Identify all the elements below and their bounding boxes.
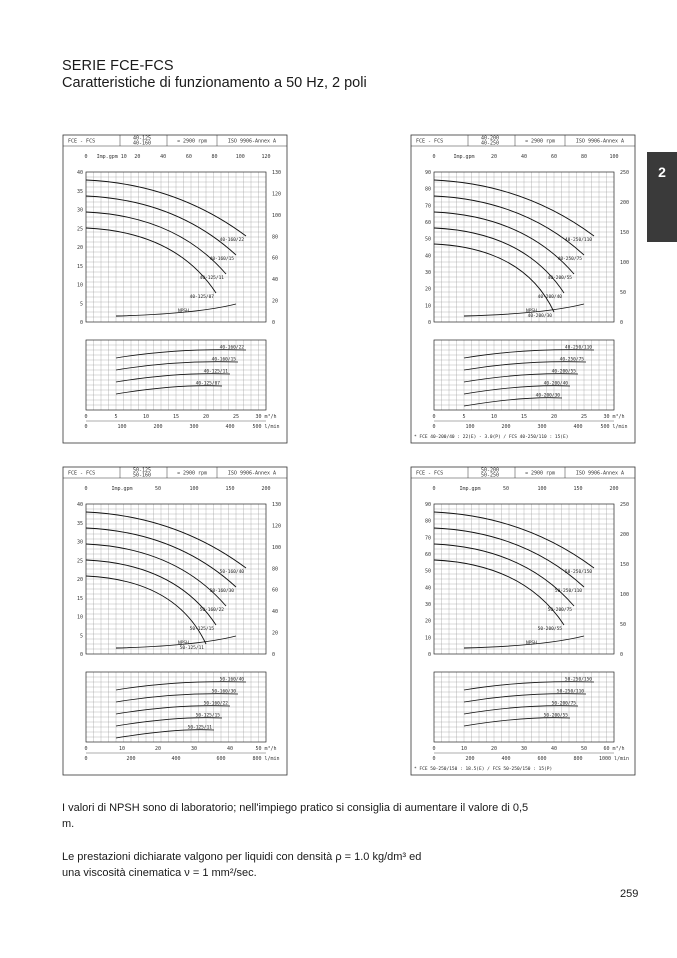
bottom-axis-m3h: 10	[142, 414, 150, 420]
bottom-axis-lmin: 0	[84, 424, 88, 430]
h-right-tick: 200	[620, 200, 630, 206]
bottom-axis-m3h: 40	[550, 746, 558, 752]
bottom-axis-m3h: 40	[226, 746, 234, 752]
bottom-axis-lmin: 500 l/min	[600, 424, 628, 430]
bottom-axis-m3h: 20	[550, 414, 558, 420]
bottom-axis-m3h: 60 m³/h	[603, 746, 625, 752]
npsh-label: NPSH	[178, 641, 189, 646]
header-model-2: 40-160	[132, 140, 152, 147]
h-left-tick: 50	[424, 568, 431, 575]
curve-label: 40-125/07	[189, 295, 214, 300]
h-left-tick: 30	[424, 602, 431, 608]
bottom-axis-m3h: 15	[520, 414, 528, 420]
top-axis-tick: 100	[537, 486, 547, 492]
power-curve-label: 50-200/75	[551, 701, 576, 707]
power-curve-label: 40-200/30	[535, 393, 560, 399]
h-right-tick: 100	[620, 592, 630, 598]
bottom-axis-m3h: 25	[580, 414, 588, 420]
chart-svg	[62, 134, 288, 444]
bottom-axis-lmin: 200	[501, 424, 511, 430]
h-left-tick: 30	[76, 207, 83, 214]
bottom-axis-lmin: 400	[225, 424, 235, 430]
h-left-tick: 35	[76, 520, 83, 527]
h-left-tick: 40	[76, 170, 83, 176]
h-right-tick: 0	[620, 320, 624, 326]
chart-outer-frame	[63, 467, 287, 775]
performance-chart-50-200-250	[410, 466, 636, 776]
h-right-tick: 250	[620, 170, 630, 176]
h-left-tick: 70	[424, 203, 431, 210]
top-axis-tick: 20	[134, 154, 141, 160]
chart-footnote: * FCE 50-250/150 : 18.5(E) / FCS 50-250/150 : 15(P)	[414, 767, 553, 772]
top-axis-tick: Imp.gpm	[453, 154, 475, 160]
h-left-tick: 10	[424, 635, 431, 642]
power-curve-label: 50-125/11	[187, 725, 212, 731]
density-note: Le prestazioni dichiarate valgono per liquidi con densità ρ = 1.0 kg/dm³ ed una viscosità cinematica ν = 1 mm²/sec.	[62, 851, 422, 879]
h-left-tick: 70	[424, 535, 431, 542]
bottom-axis-lmin: 1000 l/min	[598, 756, 630, 762]
npsh-label: NPSH	[526, 641, 537, 646]
header-series: FCE - FCS	[68, 138, 96, 145]
bottom-axis-lmin: 200	[465, 756, 475, 762]
top-axis-tick: 80	[580, 154, 588, 160]
curve-label: 40-125/11	[199, 276, 224, 281]
curve-label: 40-200/55	[547, 276, 572, 281]
h-right-tick: 0	[272, 652, 276, 658]
notes-block	[62, 800, 532, 898]
chart-svg	[410, 466, 636, 776]
h-left-tick: 0	[79, 652, 83, 658]
h-left-tick: 30	[424, 270, 431, 276]
page-subtitle: Caratteristiche di funzionamento a 50 Hz, 2 poli	[62, 75, 367, 91]
bottom-axis-lmin: 0	[432, 424, 436, 430]
h-left-tick: 80	[424, 186, 431, 193]
top-axis-tick: 20	[490, 154, 498, 160]
bottom-axis-lmin: 100	[117, 424, 127, 430]
series-title: SERIE FCE-FCS	[62, 58, 174, 74]
h-left-tick: 20	[424, 618, 431, 625]
h-left-tick: 20	[76, 245, 83, 251]
page-header	[62, 58, 367, 92]
top-axis-tick: 100	[189, 486, 199, 492]
h-left-tick: 50	[424, 236, 431, 243]
h-right-tick: 50	[620, 622, 627, 628]
top-axis-tick: 0	[432, 154, 436, 160]
h-right-tick: 20	[272, 298, 279, 305]
h-right-tick: 150	[620, 562, 630, 568]
top-axis-tick: 100	[235, 154, 245, 160]
curve-label: 40-200/30	[527, 314, 552, 319]
header-speed: ≈ 2900 rpm	[176, 138, 208, 145]
curve-label: 50-250/150	[564, 570, 592, 575]
h-right-tick: 200	[620, 532, 630, 538]
chart-outer-frame	[63, 135, 287, 443]
header-model-2: 50-160	[132, 472, 152, 479]
bottom-axis-m3h: 50 m³/h	[255, 746, 277, 752]
bottom-axis-lmin: 300	[537, 424, 547, 430]
h-left-tick: 15	[76, 263, 83, 270]
bottom-axis-m3h: 5	[114, 414, 118, 420]
h-left-tick: 0	[79, 320, 83, 326]
h-right-tick: 80	[272, 566, 279, 573]
bottom-axis-lmin: 100	[465, 424, 475, 430]
bottom-axis-lmin: 800	[573, 756, 583, 762]
h-right-tick: 50	[620, 290, 627, 296]
h-left-tick: 20	[76, 577, 83, 583]
bottom-axis-m3h: 0	[84, 746, 88, 752]
header-standard: ISO 9906-Annex A	[575, 470, 625, 477]
top-axis-tick: 0	[84, 154, 88, 160]
h-left-tick: 10	[76, 282, 83, 289]
header-model-2: 50-250	[480, 472, 500, 479]
h-right-tick: 100	[272, 544, 282, 551]
bottom-axis-lmin: 400	[501, 756, 511, 762]
curve-label: 40-250/110	[564, 238, 592, 243]
bottom-axis-m3h: 10	[118, 746, 126, 752]
chart-outer-frame	[411, 135, 635, 443]
bottom-axis-m3h: 30 m³/h	[255, 414, 277, 420]
h-right-tick: 130	[272, 170, 282, 176]
h-right-tick: 100	[272, 212, 282, 219]
header-model-1: 40-125	[132, 135, 152, 142]
bottom-axis-m3h: 0	[84, 414, 88, 420]
bottom-axis-m3h: 0	[432, 746, 436, 752]
power-curve-label: 40-250/110	[564, 345, 592, 351]
section-tab	[647, 152, 677, 242]
npsh-label: NPSH	[178, 309, 189, 314]
chart-footnote: * FCE 40-200/40 : 22(E) - 3.0(P) / FCS 40-250/110 : 15(E)	[414, 435, 569, 440]
bottom-axis-m3h: 10	[460, 746, 468, 752]
bottom-axis-lmin: 200	[126, 756, 136, 762]
top-axis-tick: 120	[261, 154, 271, 160]
top-axis-tick: 200	[261, 486, 271, 492]
bottom-axis-m3h: 30	[520, 746, 528, 752]
top-axis-tick: 60	[185, 154, 192, 160]
top-axis-tick: 50	[502, 486, 510, 492]
h-right-tick: 60	[272, 587, 279, 594]
top-axis-tick: 60	[550, 154, 558, 160]
npsh-note: I valori di NPSH sono di laboratorio; nell'impiego pratico si consiglia di aumentare il valore di 0,5 m.	[62, 802, 529, 830]
h-left-tick: 20	[424, 286, 431, 293]
power-curve-label: 40-200/40	[543, 381, 568, 387]
h-left-tick: 5	[79, 301, 83, 308]
top-axis-tick: 50	[154, 486, 162, 492]
power-curve-label: 40-125/11	[203, 369, 228, 375]
header-series: FCE - FCS	[416, 138, 444, 145]
header-speed: ≈ 2900 rpm	[524, 470, 556, 477]
bottom-axis-lmin: 600	[216, 756, 226, 762]
h-right-tick: 250	[620, 502, 630, 508]
h-left-tick: 40	[424, 253, 431, 260]
top-axis-tick: 150	[225, 486, 235, 492]
h-left-tick: 35	[76, 188, 83, 195]
bottom-axis-m3h: 50	[580, 746, 588, 752]
chart-svg	[410, 134, 636, 444]
bottom-axis-m3h: 20	[154, 746, 162, 752]
h-right-tick: 80	[272, 234, 279, 241]
top-axis-tick: Imp.gpm	[111, 486, 133, 492]
top-axis-tick: 80	[211, 154, 218, 160]
bottom-axis-lmin: 0	[84, 756, 88, 762]
top-axis-tick: 0	[432, 486, 436, 492]
h-left-tick: 10	[424, 303, 431, 310]
header-speed: ≈ 2900 rpm	[176, 470, 208, 477]
curve-label: 50-160/30	[209, 589, 234, 594]
h-right-tick: 40	[272, 277, 279, 284]
performance-chart-40-125-160	[62, 134, 288, 444]
bottom-axis-lmin: 400	[573, 424, 583, 430]
h-left-tick: 30	[76, 539, 83, 546]
h-left-tick: 60	[424, 552, 431, 558]
performance-chart-50-125-160	[62, 466, 288, 776]
h-right-tick: 0	[272, 320, 276, 326]
h-right-tick: 150	[620, 230, 630, 236]
header-standard: ISO 9906-Annex A	[227, 138, 277, 145]
top-axis-tick: 0	[84, 486, 88, 492]
h-right-tick: 20	[272, 630, 279, 637]
h-left-tick: 25	[76, 226, 83, 233]
curve-label: 40-200/40	[537, 295, 562, 300]
bottom-axis-m3h: 20	[202, 414, 210, 420]
power-curve-label: 50-250/110	[556, 689, 584, 695]
bottom-axis-m3h: 10	[490, 414, 498, 420]
bottom-axis-lmin: 600	[537, 756, 547, 762]
bottom-axis-m3h: 30 m³/h	[603, 414, 625, 420]
h-left-tick: 60	[424, 220, 431, 226]
h-left-tick: 15	[76, 595, 83, 602]
curve-label: 50-200/55	[537, 627, 562, 632]
h-left-tick: 90	[424, 170, 431, 176]
power-curve-label: 50-160/40	[219, 677, 244, 683]
h-left-tick: 40	[76, 502, 83, 508]
bottom-axis-lmin: 400	[171, 756, 181, 762]
curve-label: 50-160/40	[219, 570, 244, 575]
curve-label: 40-160/15	[209, 257, 234, 262]
h-left-tick: 25	[76, 558, 83, 565]
bottom-axis-m3h: 5	[462, 414, 466, 420]
curve-label: 50-160/22	[199, 608, 224, 613]
h-right-tick: 100	[620, 260, 630, 266]
power-curve-label: 50-160/30	[211, 689, 236, 695]
curve-label: 50-125/11	[179, 646, 204, 651]
chart-outer-frame	[411, 467, 635, 775]
page-number: 259	[620, 888, 639, 900]
h-left-tick: 40	[424, 585, 431, 592]
bottom-axis-m3h: 20	[490, 746, 498, 752]
power-curve-label: 40-160/15	[211, 357, 236, 363]
h-right-tick: 0	[620, 652, 624, 658]
top-axis-tick: 40	[160, 154, 167, 160]
header-model-1: 40-200	[480, 135, 500, 142]
chart-svg	[62, 466, 288, 776]
top-axis-tick: 100	[609, 154, 619, 160]
curve-label: 50-250/110	[554, 589, 582, 594]
header-series: FCE - FCS	[416, 470, 444, 477]
curve-label: 40-250/75	[557, 257, 582, 262]
h-left-tick: 0	[427, 320, 431, 326]
bottom-axis-m3h: 15	[172, 414, 180, 420]
header-model-2: 40-250	[480, 140, 500, 147]
bottom-axis-m3h: 30	[190, 746, 198, 752]
bottom-axis-lmin: 300	[189, 424, 199, 430]
h-left-tick: 0	[427, 652, 431, 658]
h-left-tick: 10	[76, 614, 83, 621]
header-model-1: 50-200	[480, 467, 500, 474]
power-curve-label: 50-125/15	[195, 713, 220, 719]
top-axis-tick: 150	[573, 486, 583, 492]
top-axis-tick: 40	[520, 154, 528, 160]
power-curve-label: 40-200/55	[551, 369, 576, 375]
header-series: FCE - FCS	[68, 470, 96, 477]
h-left-tick: 5	[79, 633, 83, 640]
header-model-1: 50-125	[132, 467, 152, 474]
power-curve-label: 50-250/150	[564, 677, 592, 683]
h-right-tick: 60	[272, 255, 279, 262]
top-axis-tick: 200	[609, 486, 619, 492]
npsh-label: NPSH	[526, 309, 537, 314]
power-curve-label: 40-250/75	[559, 357, 584, 363]
bottom-axis-lmin: 800 l/min	[252, 756, 280, 762]
power-curve-label: 50-200/55	[543, 713, 568, 719]
power-curve-label: 40-125/07	[195, 381, 220, 387]
section-tab-number: 2	[658, 164, 666, 180]
performance-chart-40-200-250	[410, 134, 636, 444]
header-standard: ISO 9906-Annex A	[575, 138, 625, 145]
h-left-tick: 90	[424, 502, 431, 508]
h-right-tick: 40	[272, 609, 279, 616]
top-axis-tick: Imp.gpm 10	[96, 154, 127, 160]
h-left-tick: 80	[424, 518, 431, 525]
bottom-axis-lmin: 200	[153, 424, 163, 430]
bottom-axis-m3h: 25	[232, 414, 240, 420]
header-speed: ≈ 2900 rpm	[524, 138, 556, 145]
curve-label: 40-160/22	[219, 238, 244, 243]
power-curve-label: 40-160/22	[219, 345, 244, 351]
top-axis-tick: Imp.gpm	[459, 486, 481, 492]
h-right-tick: 120	[272, 191, 282, 198]
curve-label: 50-200/75	[547, 608, 572, 613]
header-standard: ISO 9906-Annex A	[227, 470, 277, 477]
bottom-axis-lmin: 0	[432, 756, 436, 762]
bottom-axis-m3h: 0	[432, 414, 436, 420]
h-right-tick: 120	[272, 523, 282, 530]
power-curve-label: 50-160/22	[203, 701, 228, 707]
bottom-axis-lmin: 500 l/min	[252, 424, 280, 430]
h-right-tick: 130	[272, 502, 282, 508]
curve-label: 50-125/15	[189, 627, 214, 632]
